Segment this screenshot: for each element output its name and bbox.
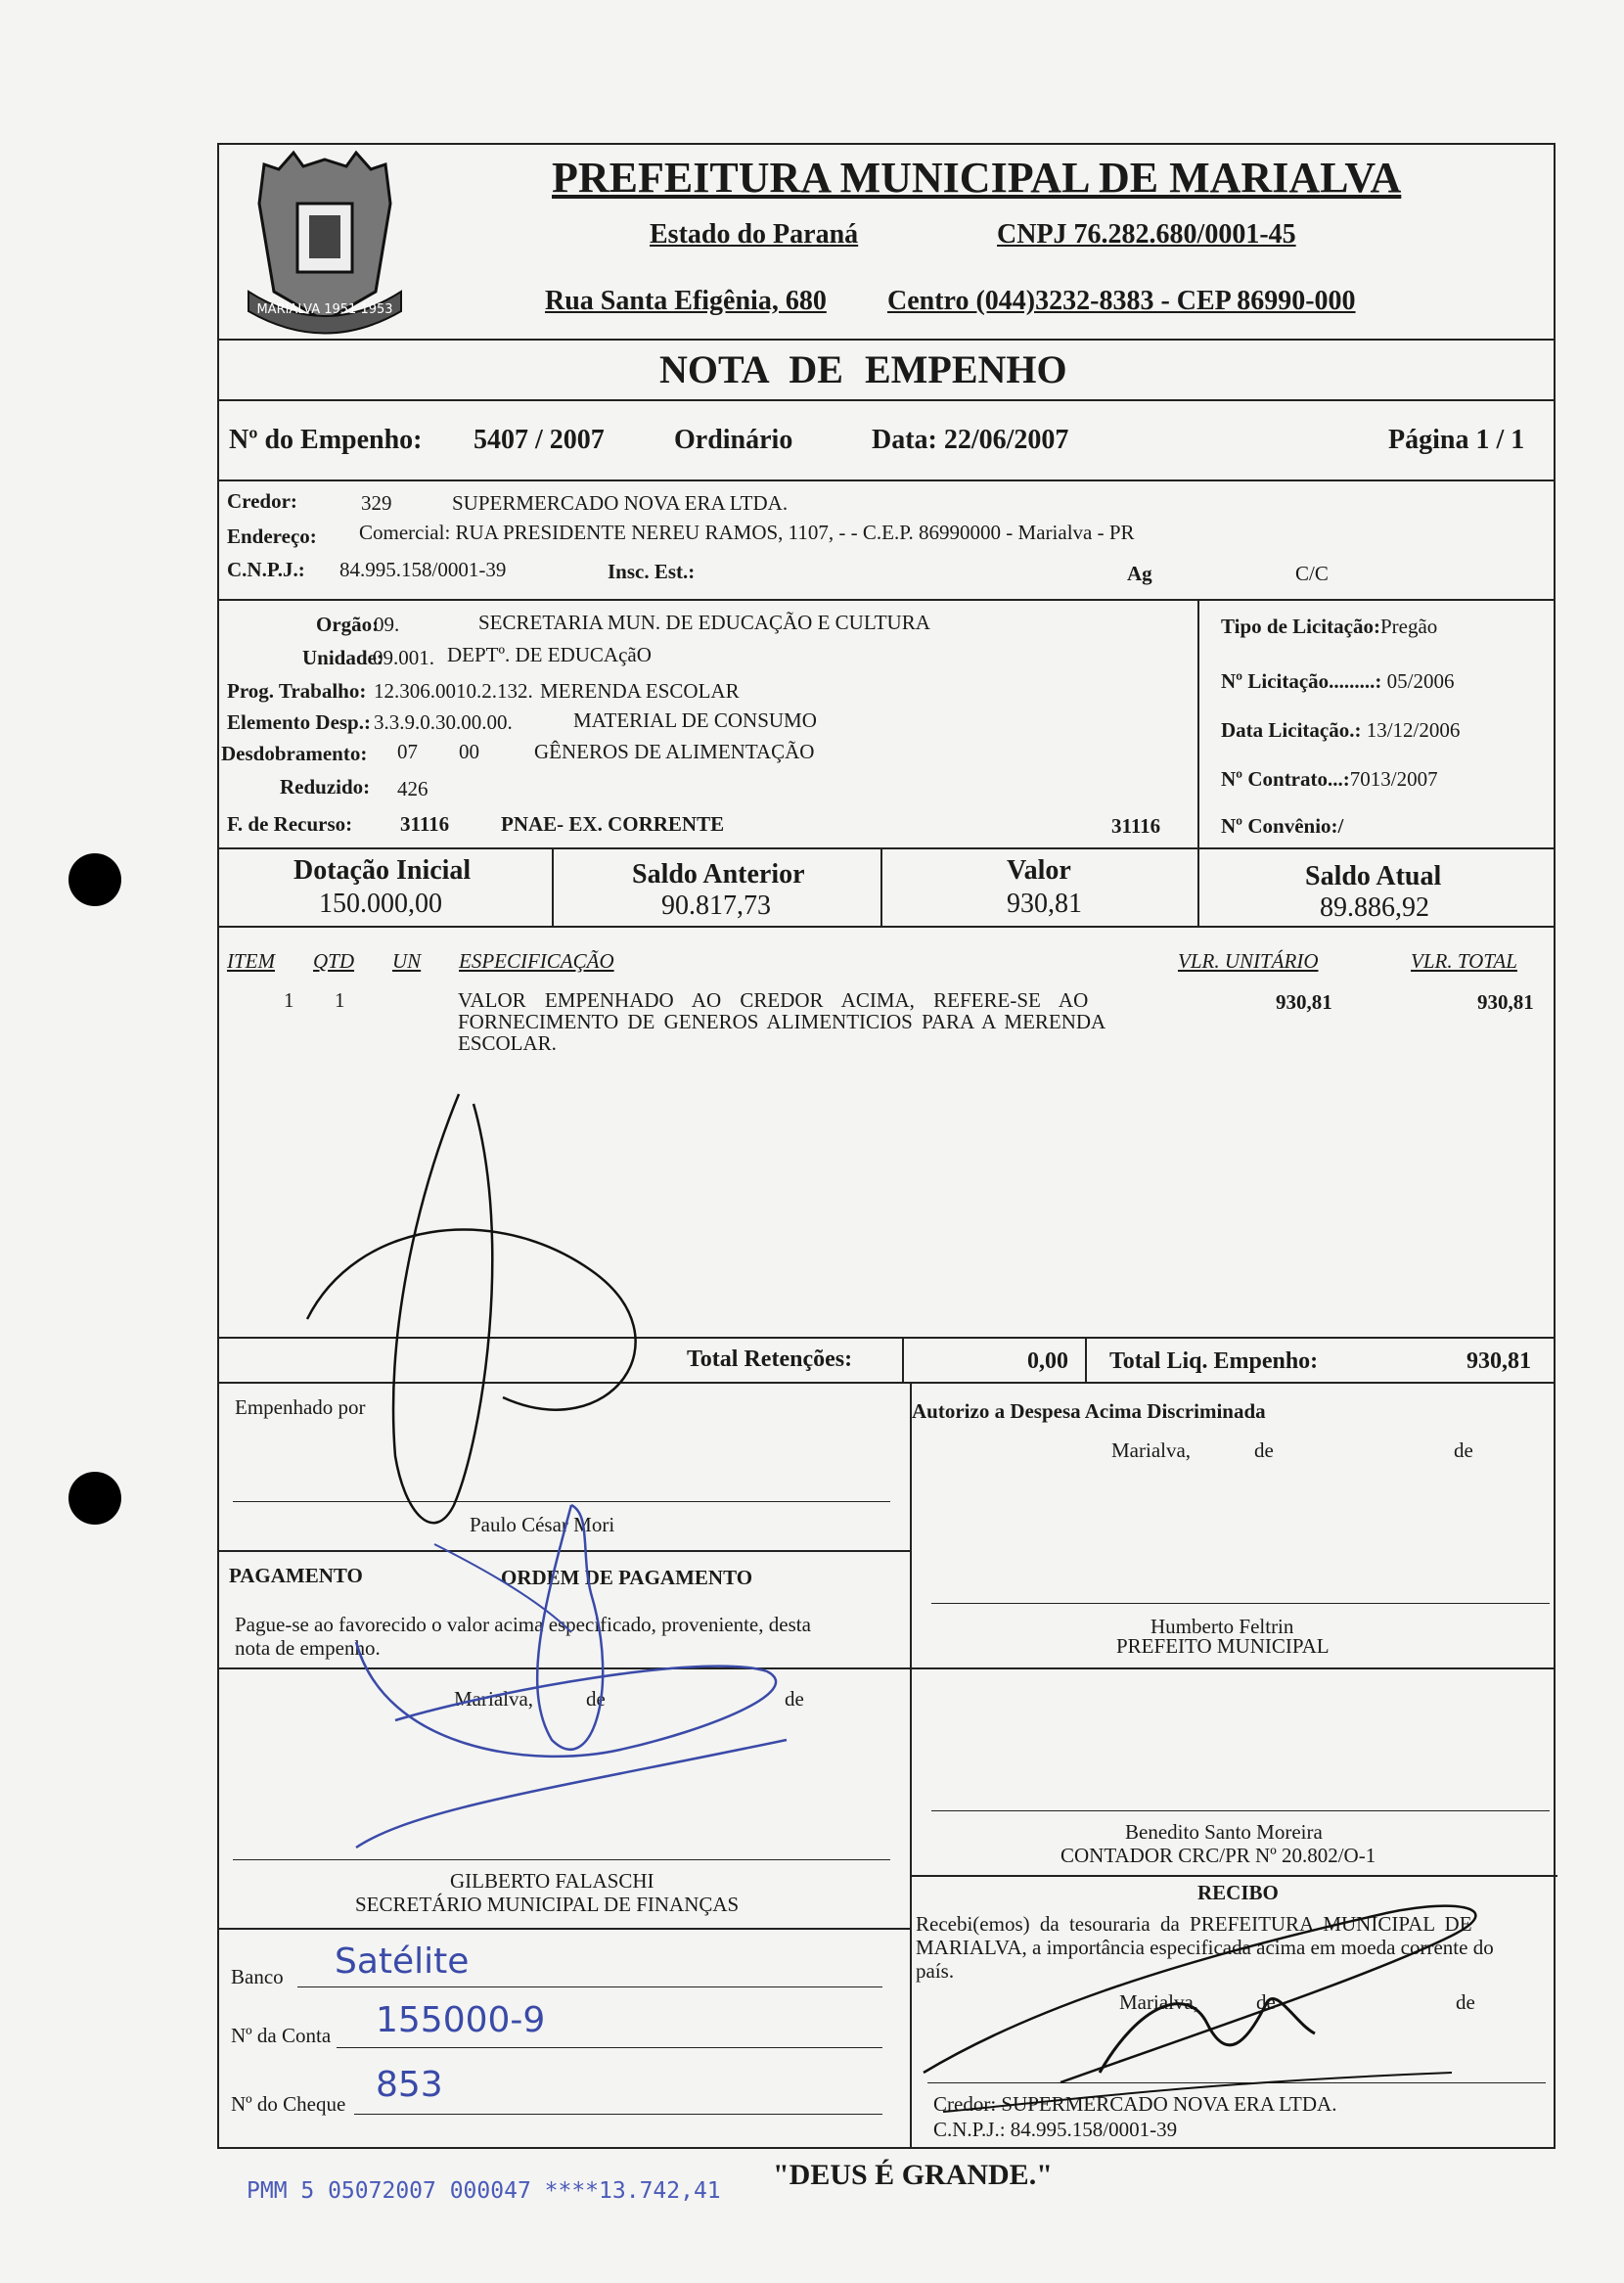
licitacao-contrato: Nº Contrato...:7013/2007 xyxy=(1221,767,1438,791)
receipt-stamp: PMM 5 05072007 000047 ****13.742,41 xyxy=(247,2178,721,2204)
desd-code2: 00 xyxy=(459,740,479,763)
recibo-de2: de xyxy=(1456,1990,1475,2014)
crest-text: MARIALVA 1951 1953 xyxy=(256,302,393,317)
prog-name: MERENDA ESCOLAR xyxy=(540,679,740,703)
desd-name: GÊNEROS DE ALIMENTAÇÃO xyxy=(534,740,815,763)
conta-label: Nº da Conta xyxy=(231,2024,332,2047)
dotacao-label: Dotação Inicial xyxy=(293,855,472,886)
doc-title: NOTA DE EMPENHO xyxy=(659,347,1067,391)
budget-section xyxy=(219,601,1554,849)
recibo-marialva: Marialva, xyxy=(1119,1990,1199,2014)
col-vlr-unit: VLR. UNITÁRIO xyxy=(1178,949,1319,973)
dotacao-value: 150.000,00 xyxy=(319,889,442,919)
contador-title: CONTADOR CRC/PR Nº 20.802/O-1 xyxy=(1060,1844,1376,1867)
state-label: Estado do Paraná xyxy=(650,219,859,250)
empenho-form xyxy=(217,143,1556,2149)
signature-credor xyxy=(904,1877,1550,2141)
crest-logo xyxy=(229,145,421,341)
elem-label: Elemento Desp.: xyxy=(227,710,371,734)
item-desc-line2: FORNECIMENTO DE GENEROS ALIMENTICIOS PARA A MERENDA xyxy=(458,1010,1106,1033)
item-qtd: 1 xyxy=(335,988,345,1012)
left-de1: de xyxy=(586,1687,606,1711)
signer1-name: Paulo César Mori xyxy=(470,1513,615,1536)
punch-hole-top xyxy=(68,853,121,906)
recibo-label: RECIBO xyxy=(1197,1881,1279,1904)
col-item: ITEM xyxy=(227,949,275,973)
col-qtd: QTD xyxy=(313,949,355,973)
recibo-credor: Credor: SUPERMERCADO NOVA ERA LTDA. xyxy=(933,2092,1337,2116)
ag-label: Ag xyxy=(1127,562,1152,585)
empenho-number: 5407 / 2007 xyxy=(474,425,605,455)
recibo-cnpj: C.N.P.J.: 84.995.158/0001-39 xyxy=(933,2118,1178,2141)
recibo-line3: país. xyxy=(916,1959,955,1983)
empenho-date: Data: 22/06/2007 xyxy=(872,425,1069,455)
header xyxy=(219,145,1554,341)
col-un: UN xyxy=(392,949,422,973)
contador-name: Benedito Santo Moreira xyxy=(1125,1820,1323,1844)
right-de2: de xyxy=(1454,1438,1473,1462)
cnpj-value: 84.995.158/0001-39 xyxy=(339,558,507,581)
cnpj-label: C.N.P.J.: xyxy=(227,558,305,581)
saldo-anterior-value: 90.817,73 xyxy=(661,890,771,921)
reduz-value: 426 xyxy=(397,777,429,800)
licitacao-data: Data Licitação.: 13/12/2006 xyxy=(1221,718,1461,742)
doc-title-row xyxy=(219,341,1554,401)
autorizo-label: Autorizo a Despesa Acima Discriminada xyxy=(912,1399,1266,1423)
balances-row xyxy=(219,849,1554,928)
col-vlr-total: VLR. TOTAL xyxy=(1411,949,1517,973)
empenho-type: Ordinário xyxy=(674,425,793,455)
licitacao-numero: Nº Licitação.........: 05/2006 xyxy=(1221,669,1455,693)
prefeito-title: PREFEITO MUNICIPAL xyxy=(1116,1634,1330,1658)
recurso-code: 31116 xyxy=(400,812,450,836)
item-desc-line1: VALOR EMPENHADO AO CREDOR ACIMA, REFERE-SE AO xyxy=(458,988,1089,1012)
prog-label: Prog. Trabalho: xyxy=(227,679,367,703)
recurso-code2: 31116 xyxy=(1111,814,1161,838)
conta-value: 155000-9 xyxy=(376,2000,546,2040)
recurso-name: PNAE- EX. CORRENTE xyxy=(501,812,725,836)
licitacao-convenio: Nº Convênio:/ xyxy=(1221,814,1344,838)
liq-value: 930,81 xyxy=(1466,1348,1531,1374)
retencoes-label: Total Retenções: xyxy=(687,1347,853,1372)
retencoes-value: 0,00 xyxy=(1027,1348,1068,1374)
page-number: Página 1 / 1 xyxy=(1388,425,1525,455)
prefeito-name: Humberto Feltrin xyxy=(1150,1615,1294,1638)
desd-label: Desdobramento: xyxy=(221,742,368,765)
reduz-label: Reduzido: xyxy=(280,775,371,799)
cheque-value: 853 xyxy=(376,2065,443,2105)
desd-code1: 07 xyxy=(397,740,418,763)
info-row xyxy=(219,401,1554,481)
banco-label: Banco xyxy=(231,1965,284,1988)
left-marialva: Marialva, xyxy=(454,1687,534,1711)
orgao-code: 09. xyxy=(374,613,400,636)
signer2-name: GILBERTO FALASCHI xyxy=(450,1869,654,1893)
valor-label: Valor xyxy=(1007,855,1071,886)
unidade-label: Unidade: xyxy=(302,646,383,669)
credor-name: SUPERMERCADO NOVA ERA LTDA. xyxy=(452,491,789,515)
municipality-title: PREFEITURA MUNICIPAL DE MARIALVA xyxy=(552,154,1402,202)
banco-value: Satélite xyxy=(335,1941,470,1982)
saldo-atual-label: Saldo Atual xyxy=(1305,861,1442,891)
signature-gilberto xyxy=(297,1495,845,1887)
credor-label: Credor: xyxy=(227,489,297,513)
ordem-pagamento-label: ORDEM DE PAGAMENTO xyxy=(501,1566,753,1589)
elem-name: MATERIAL DE CONSUMO xyxy=(573,708,817,732)
pague-line1: Pague-se ao favorecido o valor acima especificado, proveniente, desta xyxy=(235,1613,811,1636)
unidade-name: DEPTº. DE EDUCAçãO xyxy=(447,643,652,666)
address-label: Rua Santa Efigênia, 680 xyxy=(545,286,827,316)
item-vlr-unit: 930,81 xyxy=(1276,990,1332,1014)
item-number: 1 xyxy=(284,988,294,1012)
prog-code: 12.306.0010.2.132. xyxy=(374,679,533,703)
licitacao-tipo: Tipo de Licitação:Pregão xyxy=(1221,615,1438,638)
cc-label: C/C xyxy=(1295,562,1329,585)
credor-section xyxy=(219,481,1554,601)
empenho-label: Nº do Empenho: xyxy=(229,425,423,455)
item-vlr-total: 930,81 xyxy=(1477,990,1534,1014)
left-de2: de xyxy=(785,1687,804,1711)
punch-hole-bottom xyxy=(68,1472,121,1525)
cnpj-header: CNPJ 76.282.680/0001-45 xyxy=(997,219,1296,250)
signer2-title: SECRETÁRIO MUNICIPAL DE FINANÇAS xyxy=(355,1893,740,1916)
orgao-label: Orgão: xyxy=(316,613,380,636)
pague-line2: nota de empenho. xyxy=(235,1636,381,1660)
pagamento-label: PAGAMENTO xyxy=(229,1564,363,1587)
empenhado-por-label: Empenhado por xyxy=(235,1395,366,1419)
saldo-anterior-label: Saldo Anterior xyxy=(632,859,805,890)
unidade-code: 09.001. xyxy=(373,646,434,669)
contact-label: Centro (044)3232-8383 - CEP 86990-000 xyxy=(887,286,1356,316)
recibo-line1: Recebi(emos) da tesouraria da PREFEITURA MUNICIPAL DE xyxy=(916,1912,1472,1936)
endereco-label: Endereço: xyxy=(227,525,317,548)
saldo-atual-value: 89.886,92 xyxy=(1320,892,1429,923)
item-desc-line3: ESCOLAR. xyxy=(458,1031,557,1055)
orgao-name: SECRETARIA MUN. DE EDUCAÇÃO E CULTURA xyxy=(478,611,930,634)
valor-value: 930,81 xyxy=(1007,889,1082,919)
col-espec: ESPECIFICAÇÃO xyxy=(459,949,614,973)
motto: "DEUS É GRANDE." xyxy=(773,2159,1053,2191)
recibo-de1: de xyxy=(1256,1990,1276,2014)
insc-label: Insc. Est.: xyxy=(608,560,696,583)
recibo-line2: MARIALVA, a importância especificada acima em moeda corrente do xyxy=(916,1936,1494,1959)
elem-code: 3.3.9.0.30.00.00. xyxy=(374,710,513,734)
endereco-value: Comercial: RUA PRESIDENTE NEREU RAMOS, 1107, - - C.E.P. 86990000 - Marialva - PR xyxy=(359,521,1135,544)
right-de1: de xyxy=(1254,1438,1274,1462)
cheque-label: Nº do Cheque xyxy=(231,2092,346,2116)
recurso-label: F. de Recurso: xyxy=(227,812,353,836)
liq-label: Total Liq. Empenho: xyxy=(1109,1348,1319,1374)
credor-code: 329 xyxy=(361,491,392,515)
right-marialva: Marialva, xyxy=(1111,1438,1192,1462)
